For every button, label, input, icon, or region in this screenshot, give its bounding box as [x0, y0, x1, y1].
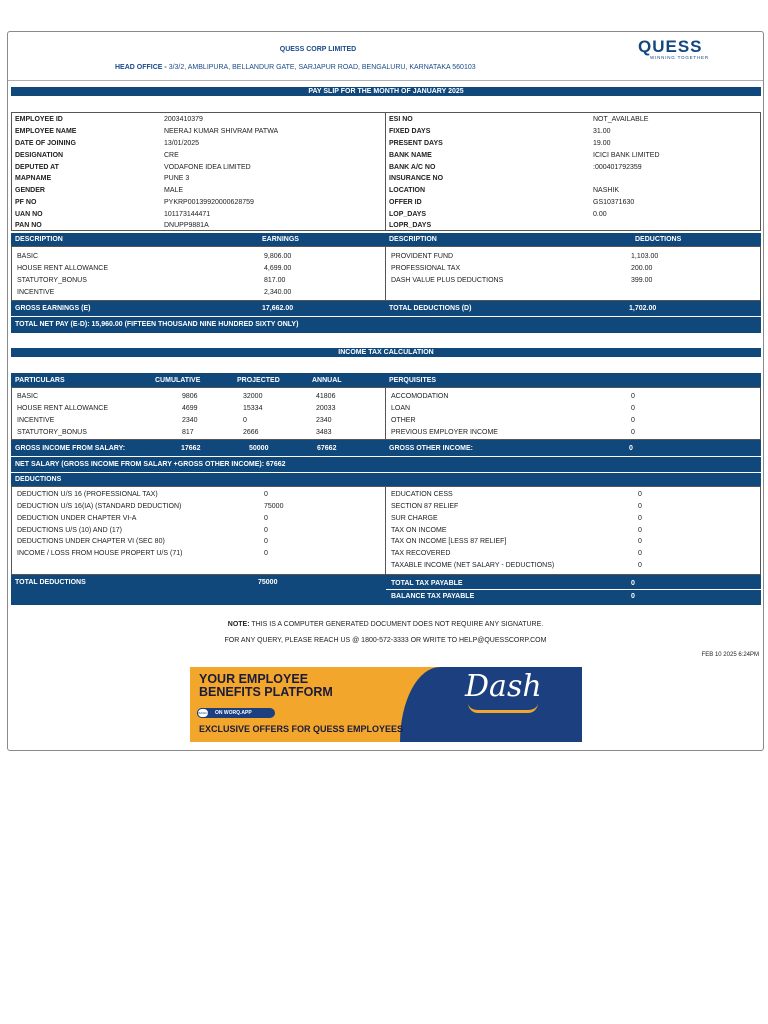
tax-item-name: SECTION 87 RELIEF: [391, 503, 459, 510]
emp-value: 19.00: [593, 140, 611, 147]
emp-value: 0.00: [593, 211, 607, 218]
earnings-header: EARNINGS: [262, 236, 299, 243]
emp-label: OFFER ID: [389, 199, 422, 206]
emp-label: PAN NO: [15, 222, 42, 229]
tax-deduction-name: DEDUCTIONS U/S (10) AND (17): [17, 527, 123, 534]
perquisite-value: 0: [631, 405, 635, 412]
header-divider: [8, 80, 763, 81]
perquisite-value: 0: [631, 417, 635, 424]
emp-label: DATE OF JOINING: [15, 140, 76, 147]
emp-value: GS10371630: [593, 199, 635, 206]
perquisite-name: PREVIOUS EMPLOYER INCOME: [391, 429, 498, 436]
emp-value: PYKRP00139920000628759: [164, 199, 254, 206]
gross-income-annual: 67662: [317, 445, 337, 452]
balance-tax-payable-value: 0: [631, 593, 635, 600]
earning-amount: 2,340.00: [264, 289, 292, 296]
emp-value: 13/01/2025: [164, 140, 200, 147]
tax-item-value: 0: [638, 527, 642, 534]
emp-value: CRE: [164, 152, 179, 159]
tax-item-name: TAX ON INCOME: [391, 527, 447, 534]
tax-row-name: STATUTORY_BONUS: [17, 429, 87, 436]
emp-label: BANK A/C NO: [389, 164, 436, 171]
deductions-title-bar: [11, 473, 761, 486]
payslip-document: [7, 31, 764, 751]
tax-totals-bar: [11, 575, 761, 605]
deduction-amount: 200.00: [631, 265, 653, 272]
tax-row-cumulative: 817: [182, 429, 194, 436]
tax-deduction-value: 0: [264, 550, 268, 557]
tax-item-value: 0: [638, 515, 642, 522]
tax-item-name: TAXABLE INCOME (NET SALARY - DEDUCTIONS): [391, 562, 555, 569]
emp-label: FIXED DAYS: [389, 128, 431, 135]
tax-row-name: INCENTIVE: [17, 417, 55, 424]
tax-row-annual: 20033: [316, 405, 336, 412]
dash-logo: Dash: [465, 669, 542, 704]
footer-query: FOR ANY QUERY, PLEASE REACH US @ 1800-572-3333 OR WRITE TO HELP@QUESSCORP.COM: [224, 637, 547, 644]
gross-other-income-value: 0: [629, 445, 633, 452]
employee-info-box: [11, 112, 761, 231]
earnings-divider: [385, 246, 386, 301]
tax-row-cumulative: 9806: [182, 393, 198, 400]
tax-deduction-value: 0: [264, 527, 268, 534]
total-deductions-label: TOTAL DEDUCTIONS (D): [389, 305, 472, 312]
tax-deduction-value: 0: [264, 515, 268, 522]
earning-name: STATUTORY_BONUS: [17, 277, 87, 284]
emp-label: EMPLOYEE ID: [15, 116, 63, 123]
emp-label: DEPUTED AT: [15, 164, 59, 171]
total-tax-payable-label: TOTAL TAX PAYABLE: [391, 580, 463, 587]
tax-item-value: 0: [638, 562, 642, 569]
emp-value: PUNE 3: [164, 175, 190, 182]
logo-wordmark: QUESS: [638, 37, 703, 56]
perquisite-value: 0: [631, 429, 635, 436]
total-deductions-tax-label: TOTAL DEDUCTIONS: [15, 579, 86, 586]
emp-value: NOT_AVAILABLE: [593, 116, 649, 123]
emp-label: DESIGNATION: [15, 152, 64, 159]
tax-deductions-divider: [385, 486, 386, 575]
emp-label: UAN NO: [15, 211, 43, 218]
company-name: QUESS CORP LIMITED: [279, 46, 357, 53]
emp-label: ESI NO: [389, 116, 413, 123]
perquisite-name: ACCOMODATION: [391, 393, 449, 400]
net-pay-text: TOTAL NET PAY (E-D): 15,960.00 (FIFTEEN THOUSAND NINE HUNDRED SIXTY ONLY): [15, 321, 299, 328]
earnings-desc-header: DESCRIPTION: [15, 236, 63, 243]
emp-label: INSURANCE NO: [389, 175, 444, 182]
tax-row-projected: 2666: [243, 429, 259, 436]
emp-label: LOP_DAYS: [389, 211, 427, 218]
tax-row-cumulative: 2340: [182, 417, 198, 424]
banner-line-1: YOUR EMPLOYEE: [199, 672, 309, 686]
tax-row-name: BASIC: [17, 393, 39, 400]
emp-value: MALE: [164, 187, 184, 194]
quess-logo: [638, 38, 738, 64]
tax-body-box: [11, 387, 761, 440]
earning-amount: 9,806.00: [264, 253, 292, 260]
tax-item-value: 0: [638, 538, 642, 545]
gross-earnings-label: GROSS EARNINGS (E): [15, 305, 91, 312]
emp-value: 101173144471: [164, 211, 211, 218]
head-office-address: [115, 64, 476, 71]
dash-promo-banner[interactable]: [190, 667, 582, 742]
emp-label: PRESENT DAYS: [389, 140, 443, 147]
tax-row-annual: 41806: [316, 393, 336, 400]
tax-row-cumulative: 4699: [182, 405, 198, 412]
emp-label: EMPLOYEE NAME: [15, 128, 77, 135]
deductions-desc-header: DESCRIPTION: [389, 236, 437, 243]
emp-label: MAPNAME: [15, 175, 52, 182]
projected-header: PROJECTED: [237, 377, 280, 384]
tax-item-value: 0: [638, 550, 642, 557]
payslip-title-bar: PAY SLIP FOR THE MONTH OF JANUARY 2025: [11, 87, 761, 96]
worq-app-badge: ON WORQ.APP: [197, 708, 275, 718]
deduction-name: DASH VALUE PLUS DEDUCTIONS: [391, 277, 504, 284]
employee-info-divider: [385, 112, 386, 231]
gross-income-label: GROSS INCOME FROM SALARY:: [15, 445, 126, 452]
tax-deduction-name: DEDUCTION U/S 16 (PROFESSIONAL TAX): [17, 491, 158, 498]
logo-tagline: WINNING TOGETHER: [650, 55, 709, 60]
emp-label: GENDER: [15, 187, 45, 194]
emp-value: NEERAJ KUMAR SHIVRAM PATWA: [164, 128, 279, 135]
tax-row-projected: 15334: [243, 405, 263, 412]
tax-deduction-value: 0: [264, 538, 268, 545]
tax-deduction-name: DEDUCTION UNDER CHAPTER VI-A: [17, 515, 137, 522]
tax-row-annual: 3483: [316, 429, 332, 436]
deductions-title: DEDUCTIONS: [15, 476, 62, 483]
tax-row-name: HOUSE RENT ALLOWANCE: [17, 405, 109, 412]
emp-label: LOCATION: [389, 187, 426, 194]
gross-income-cumulative: 17662: [181, 445, 201, 452]
address-label: HEAD OFFICE -: [115, 64, 167, 71]
emp-value: DNUPP9881A: [164, 222, 209, 229]
deduction-amount: 399.00: [631, 277, 653, 284]
deduction-amount: 1,103.00: [631, 253, 659, 260]
perquisites-header: PERQUISITES: [389, 377, 437, 384]
tax-deductions-box: [11, 486, 761, 575]
deduction-name: PROVIDENT FUND: [391, 253, 454, 260]
particulars-header: PARTICULARS: [15, 377, 65, 384]
tax-deduction-name: DEDUCTIONS UNDER CHAPTER VI (SEC 80): [17, 538, 165, 545]
tax-item-value: 0: [638, 491, 642, 498]
earning-name: HOUSE RENT ALLOWANCE: [17, 265, 109, 272]
emp-value: VODAFONE IDEA LIMITED: [164, 164, 251, 171]
net-pay-separator: [11, 316, 761, 317]
tax-item-value: 0: [638, 503, 642, 510]
annual-header: ANNUAL: [312, 377, 342, 384]
net-salary-text: NET SALARY (GROSS INCOME FROM SALARY +GROSS OTHER INCOME): 67662: [15, 461, 286, 468]
tax-deduction-value: 0: [264, 491, 268, 498]
tax-row-annual: 2340: [316, 417, 332, 424]
tax-item-name: SUR CHARGE: [391, 515, 438, 522]
cumulative-header: CUMULATIVE: [155, 377, 201, 384]
gross-income-projected: 50000: [249, 445, 269, 452]
balance-tax-payable-label: BALANCE TAX PAYABLE: [391, 593, 475, 600]
emp-value: ICICI BANK LIMITED: [593, 152, 660, 159]
income-tax-title-bar: INCOME TAX CALCULATION: [11, 348, 761, 357]
earning-amount: 817.00: [264, 277, 286, 284]
emp-value: NASHIK: [593, 187, 620, 194]
tax-header-bar: [11, 373, 761, 387]
emp-value: 31.00: [593, 128, 611, 135]
banner-offer-text: EXCLUSIVE OFFERS FOR QUESS EMPLOYEES: [199, 724, 404, 734]
address-text: 3/3/2, AMBLIPURA, BELLANDUR GATE, SARJAPUR ROAD, BENGALURU, KARNATAKA 560103: [168, 64, 476, 71]
net-salary-separator: [11, 456, 761, 457]
balance-tax-separator: [386, 589, 761, 590]
dash-swoosh-icon: [468, 703, 538, 713]
emp-label: LOPR_DAYS: [389, 222, 432, 229]
note-label: NOTE:: [227, 621, 250, 628]
perquisite-name: LOAN: [391, 405, 411, 412]
tax-item-name: TAX RECOVERED: [391, 550, 451, 557]
total-deductions-tax-value: 75000: [258, 579, 278, 586]
earning-name: INCENTIVE: [17, 289, 55, 296]
footer-note: [8, 621, 763, 628]
worq-logo-icon: BASIC: [197, 708, 209, 718]
gross-other-income-label: GROSS OTHER INCOME:: [389, 445, 474, 452]
tax-divider: [385, 387, 386, 440]
note-text: THIS IS A COMPUTER GENERATED DOCUMENT DOES NOT REQUIRE ANY SIGNATURE.: [251, 621, 544, 628]
banner-line-2: BENEFITS PLATFORM: [199, 685, 333, 699]
banner-headline: [199, 673, 333, 699]
earning-name: BASIC: [17, 253, 39, 260]
tax-deduction-name: DEDUCTION U/S 16(IA) (STANDARD DEDUCTION): [17, 503, 182, 510]
generated-timestamp: FEB 10 2025 6:24PM: [701, 652, 759, 658]
emp-label: PF NO: [15, 199, 37, 206]
gross-earnings-value: 17,662.00: [262, 305, 294, 312]
emp-value: :000401792359: [593, 164, 642, 171]
perquisite-value: 0: [631, 393, 635, 400]
tax-item-name: TAX ON INCOME [LESS 87 RELIEF]: [391, 538, 507, 545]
earning-amount: 4,699.00: [264, 265, 292, 272]
tax-item-name: EDUCATION CESS: [391, 491, 453, 498]
total-tax-payable-value: 0: [631, 580, 635, 587]
tax-row-projected: 0: [243, 417, 247, 424]
tax-row-projected: 32000: [243, 393, 263, 400]
tax-deduction-name: INCOME / LOSS FROM HOUSE PROPERT U/S (71): [17, 550, 183, 557]
perquisite-name: OTHER: [391, 417, 416, 424]
total-deductions-value: 1,702.00: [629, 305, 657, 312]
deduction-name: PROFESSIONAL TAX: [391, 265, 461, 272]
tax-deduction-value: 75000: [264, 503, 284, 510]
deductions-header: DEDUCTIONS: [635, 236, 682, 243]
emp-label: BANK NAME: [389, 152, 432, 159]
emp-value: 2003410379: [164, 116, 203, 123]
